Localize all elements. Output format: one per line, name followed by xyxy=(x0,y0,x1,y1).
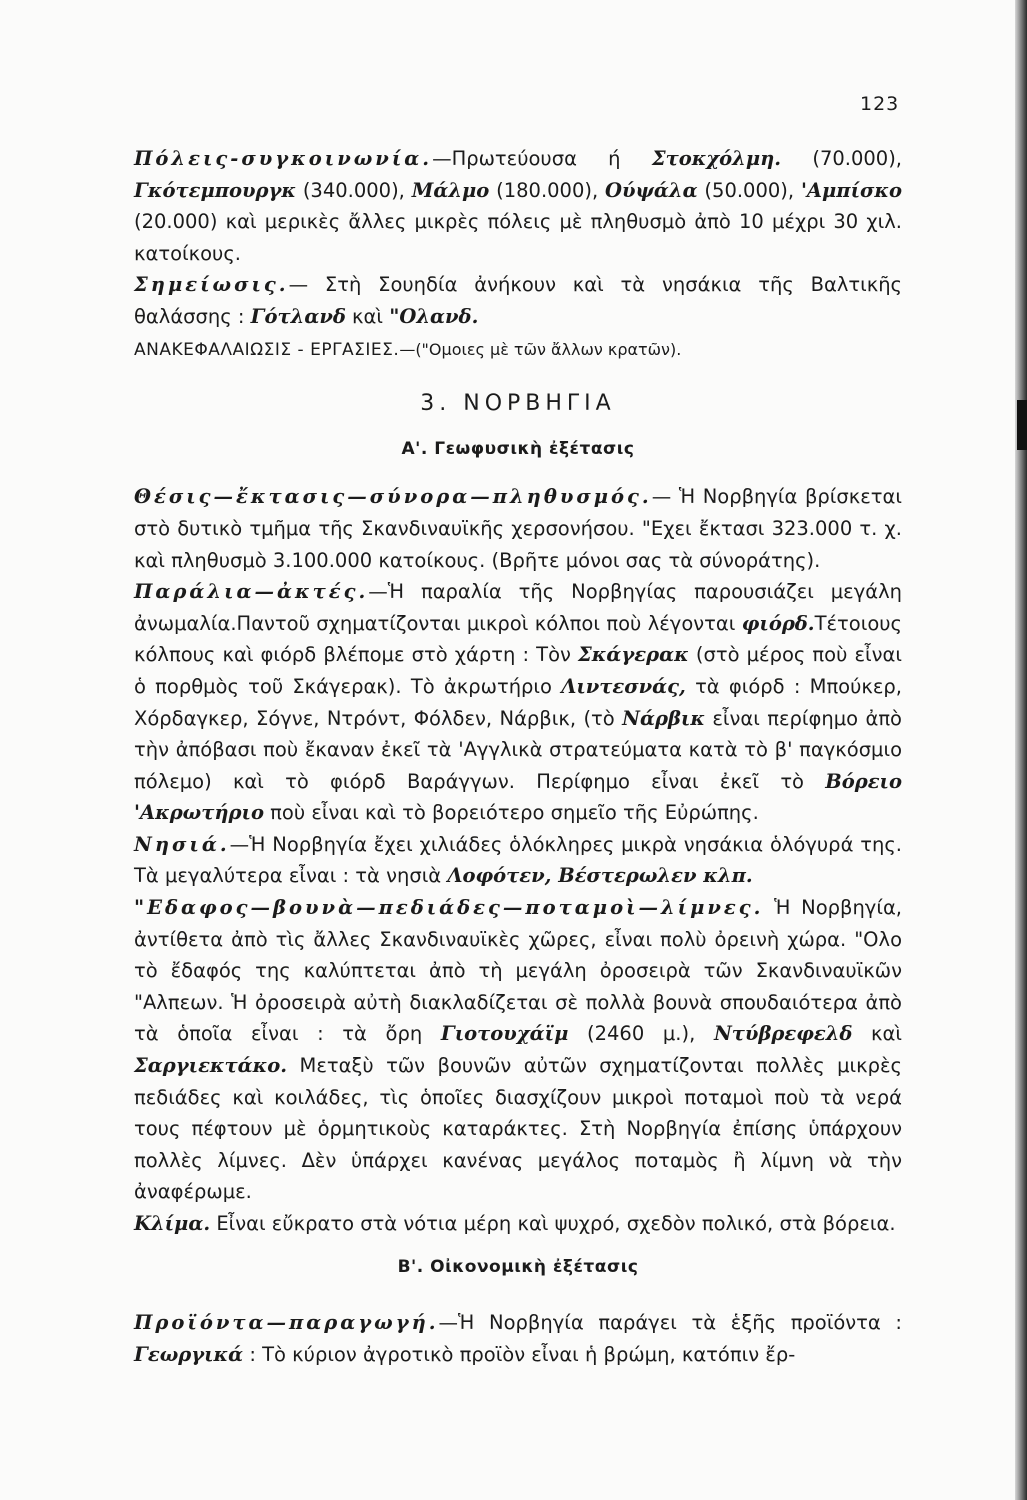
paragraph-terrain xyxy=(134,892,902,1208)
place-lofoten: Λοφότεν, Βέστερωλεν κλπ. xyxy=(447,864,753,888)
chapter-title: 3. ΝΟΡΒΗΓΙΑ xyxy=(420,391,616,417)
paragraph-position xyxy=(134,481,902,576)
page-edge-mark xyxy=(1017,400,1027,450)
place-north-cape: Βόρειο 'Ακρωτήριο xyxy=(134,769,902,825)
text: —("Ομοιες μὲ τῶν ἄλλων κρατῶν). xyxy=(399,339,682,359)
text: —Πρωτεύουσα ή xyxy=(432,147,652,170)
place-sarek: Σαργιεκτάκο. xyxy=(134,1054,288,1078)
text: ποὺ εἶναι καὶ τὸ βορειότερο σημεῖο τῆς Εὐρώπης. xyxy=(263,801,759,825)
paragraph-note xyxy=(134,269,902,332)
place-stockholm: Στοκχόλμη. xyxy=(651,147,782,170)
text: — Ἡ Νορβηγία βρίσκεται στὸ δυτικὸ τμῆμα τῆς Σκανδιναυϊκῆς χερσονήσου. "Εχει ἔκτασι 323.000 τ. χ. καὶ πληθυσμὸ 3.100.000 κατοίκους. (Βρῆτε μόνοι σας τὰ σύνοράτης). xyxy=(134,485,902,572)
text: (70.000), xyxy=(781,147,902,170)
term-agricultural: Γεωργικά xyxy=(134,1342,244,1366)
place-malmo: Μάλμο xyxy=(411,178,490,202)
text: — Στὴ Σουηδία ἀνήκουν καὶ τὰ νησάκια τῆς Βαλτικῆς θαλάσσης : xyxy=(134,273,902,328)
paragraph-cities xyxy=(134,143,902,269)
text: : Τὸ κύριον ἀγροτικὸ προϊὸν εἶναι ἡ βρώμη, κατόπιν ἔρ- xyxy=(243,1342,796,1366)
section-title-b: Β'. Οἰκονομικὴ ἐξέτασις xyxy=(397,1256,639,1277)
text: (20.000) καὶ μερικὲς ἄλλες μικρὲς πόλεις μὲ πληθυσμὸ ἀπὸ 10 μέχρι 30 χιλ. κατοίκους. xyxy=(134,210,902,265)
paragraph-coast xyxy=(134,576,902,829)
text: (2460 μ.), xyxy=(568,1022,714,1046)
heading-coast: Παράλια—ἀκτές. xyxy=(134,580,369,604)
place-oland: "Ολανδ. xyxy=(389,304,479,328)
place-jotunheimen: Γιοτουχάϊμ xyxy=(440,1022,569,1046)
text: Εἶναι εὔκρατο στὰ νότια μέρη καὶ ψυχρό, σχεδὸν πολικό, στὰ βόρεια. xyxy=(210,1212,896,1235)
text: εἶναι περίφημο ἀπὸ τὴν ἀπόβασι ποὺ ἔκαναν ἐκεῖ τὰ 'Αγγλικὰ στρατεύματα κατὰ τὸ β' παγκόσμιο πόλεμο) καὶ τὸ φιόρδ Βαράγγων. Περίφημο εἶναι ἐκεῖ τὸ xyxy=(134,706,902,793)
place-dovrefjell: Ντύβρεφελδ xyxy=(713,1022,853,1046)
paragraph-climate xyxy=(134,1208,902,1240)
heading-climate: Κλίμα. xyxy=(134,1212,211,1235)
place-uppsala: Ούψάλα xyxy=(605,178,698,202)
heading-islands: Νησιά. xyxy=(134,832,230,856)
text: τὰ φιόρδ : Μπούκερ, Χόρδαγκερ, Σόγνε, Ντρόντ, Φόλδεν, Νάρβικ, (τὸ xyxy=(134,674,903,730)
place-gothenburg: Γκότεμπουργκ xyxy=(134,178,296,202)
text: καὶ xyxy=(852,1022,903,1046)
place-abisko: 'Αμπίσκο xyxy=(800,178,903,202)
paragraph-summary xyxy=(134,333,902,367)
heading-terrain: "Εδαφος—βουνὰ—πεδιάδες—ποταμοὶ—λίμνες. xyxy=(134,896,764,920)
text: (50.000), xyxy=(697,178,801,202)
place-narvik: Νάρβικ xyxy=(622,706,705,730)
text: —Ἡ Νορβηγία ἔχει χιλιάδες ὁλόκληρες μικρὰ νησάκια ὁλόγυρά της. Τὰ μεγαλύτερα εἶναι : τὰ νησιὰ xyxy=(134,832,902,888)
place-skagerrak: Σκάγερακ xyxy=(578,643,689,667)
text: καὶ xyxy=(345,304,390,328)
text: (340.000), xyxy=(295,178,412,202)
heading-position: Θέσις—ἔκτασις—σύνορα—πληθυσμός. xyxy=(134,485,652,509)
paragraph-islands xyxy=(134,829,902,892)
heading-cities: Πόλεις-συγκοινωνία. xyxy=(134,147,433,170)
text: —Ἡ Νορβηγία παράγει τὰ ἑξῆς προϊόντα : xyxy=(438,1311,902,1335)
heading-note: Σημείωσις. xyxy=(134,273,289,297)
text: (στὸ μέρος ποὺ εἶναι ὁ πορθμὸς τοῦ Σκάγερακ). Τὸ ἀκρωτήριο xyxy=(134,643,902,698)
section-title-a: Α'. Γεωφυσικὴ ἐξέτασις xyxy=(401,438,635,459)
text: —Ἡ παραλία τῆς Νορβηγίας παρουσιάζει μεγάλη ἀνωμαλία.Παντοῦ σχηματίζονται μικροὶ κόλποι ποὺ λέγονται xyxy=(134,580,902,635)
text: Τέτοιους κόλπους καὶ φιόρδ βλέπομε στὸ χάρτη : Τὸν xyxy=(134,611,902,667)
text: Μεταξὺ τῶν βουνῶν αὐτῶν σχηματίζονται πολλὲς μικρὲς πεδιάδες καὶ κοιλάδες, τὶς ὁποῖες διασχίζουν μικροὶ ποταμοὶ ποὺ τὰ νερά τους πέφτουν μὲ ὁρμητικοὺς καταράκτες. Στὴ Νορβηγία ἐπίσης ὑπάρχουν πολλὲς λίμνες. Δὲν ὑπάρχει κανένας μεγάλος ποταμὸς ἢ λίμνη νὰ τὴν ἀναφέρωμε. xyxy=(134,1054,902,1204)
page-number: 123 xyxy=(860,93,900,115)
place-lindesnes: Λιντεσνάς, xyxy=(561,674,686,698)
place-gotland: Γότλανδ xyxy=(250,304,346,328)
text: (180.000), xyxy=(489,178,606,202)
page-edge-shadow xyxy=(1015,0,1027,1500)
paragraph-products xyxy=(134,1307,902,1370)
term-fjord: φιόρδ. xyxy=(741,611,815,635)
heading-summary: ΑΝΑΚΕΦΑΛΑΙΩΣΙΣ - ΕΡΓΑΣΙΕΣ. xyxy=(134,339,400,360)
heading-products: Προϊόντα—παραγωγή. xyxy=(134,1311,439,1335)
text: Ἡ Νορβηγία, ἀντίθετα ἀπὸ τὶς ἄλλες Σκανδιναυϊκὲς χῶρες, εἶναι πολὺ ὀρεινὴ χώρα. "Ολο τὸ ἔδαφός της καλύπτεται ἀπὸ τὴ μεγάλη ὀροσειρὰ τῶν Σκανδιναυϊκῶν "Αλπεων. Ἡ ὀροσειρὰ αὐτὴ διακλαδίζεται σὲ πολλὰ βουνὰ σπουδαιότερα ἀπὸ τὰ ὁποῖα εἶναι : τὰ ὄρη xyxy=(134,896,902,1046)
page-body xyxy=(134,143,902,1370)
